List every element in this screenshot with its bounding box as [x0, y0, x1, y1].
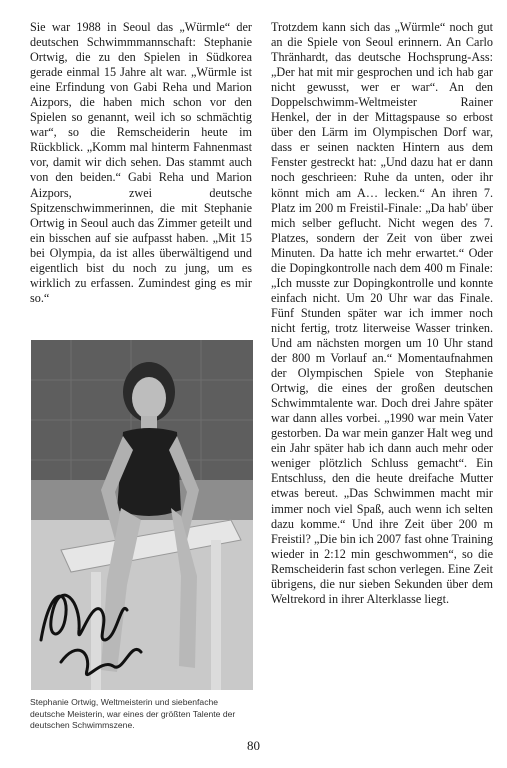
left-text-column	[30, 20, 252, 306]
athlete-photo-illustration	[31, 340, 253, 690]
page-number: 80	[247, 738, 260, 753]
photo-caption: Stephanie Ortwig, Weltmeisterin und siebenfache deutsche Meisterin, war eines der größten Talente der deutschen Schwimmszene.	[30, 697, 236, 731]
right-text-column	[271, 20, 493, 607]
right-column-paragraph: Trotzdem kann sich das „Würmle“ noch gut an die Spiele von Seoul erinnern. An Carlo Thränhardt, das deutsche Hochsprung-Ass: „Der hat mit mir gesprochen und ich hab gar nicht gewusst, wer er war“. An den Doppelschwimm-Weltmeister Rainer Henkel, der in der Mittagspause so erbost über den Lärm im Olympischen Dorf war, dass er seinen nackten Hintern aus dem Fenster gestreckt hat: „Und dazu hat er dann noch geschrieen: Ruhe da unten, oder ihr könnt mich am A… lecken.“ An ihren 7. Platz im 200 m Freistil-Finale: „Da hab' über mich selber geflucht. Nicht wegen des 7. Platzes, sondern der Zeit von über zwei Minuten. Da hatte ich mehr erwartet.“ Oder die Dopingkontrolle nach dem 400 m Finale: „Ich musste zur Dopingkontrolle und konnte einfach nicht. Um 20 Uhr war das Finale. Fünf Stunden später war ich immer noch nicht fertig, trotz literweise Wasser trinken. Und am nächsten morgen um 10 Uhr stand der 800 m Vorlauf an.“ Momentaufnahmen der Olympischen Spiele von Stephanie Ortwig, die eines der großen deutschen Schwimmtalente war. Doch drei Jahre später war dann alles vorbei. „1990 war mein Vater gestorben. Da war mein ganzer Halt weg und ein Jahr später hab ich dann auch mehr oder weniger plötzlich Schluss gemacht“. Ein Entschluss, den die heute dreifache Mutter etwas bereut. „Das Schwimmen macht mir immer noch viel Spaß, auch wenn ich selten dazu komme.“ Und ihre Zeit über 200 m Freistil? „Die bin ich 2007 fast ohne Training wieder in 2:12 min geschwommen“, so die Remscheiderin fast schon verlegen. Eine Zeit übrigens, die nur sieben Sekunden über dem Weltrekord in ihrer Alterklasse liegt.	[271, 20, 493, 606]
left-column-paragraph: Sie war 1988 in Seoul das „Würmle“ der deutschen Schwimmmannschaft: Stephanie Ortwig, die zu den Spielen in Südkorea gerade einmal 15 Jahre alt war. „Würmle ist eine Erfindung von Gabi Reha und Marion Aizpors, die haben mich schon vor den Spielen so genannt, weil ich so schmächtig war“, so die Remscheiderin heute im Rückblick. „Komm mal hinterm Fahnenmast vor, damit wir dich sehen. Das stammt auch von den beiden.“ Gabi Reha und Marion Aizpors, zwei deutsche Spitzenschwimmerinnen, die mit Stephanie Ortwig in Seoul auch das Zimmer geteilt und ein bisschen auf sie aufpasst haben. „Mit 15 bei Olympia, da ist alles überwältigend und eigentlich bist du noch zu jung, um es wirklich zu erfassen. Zumindest ging es mir so.“	[30, 20, 252, 305]
athlete-photo	[31, 340, 253, 690]
